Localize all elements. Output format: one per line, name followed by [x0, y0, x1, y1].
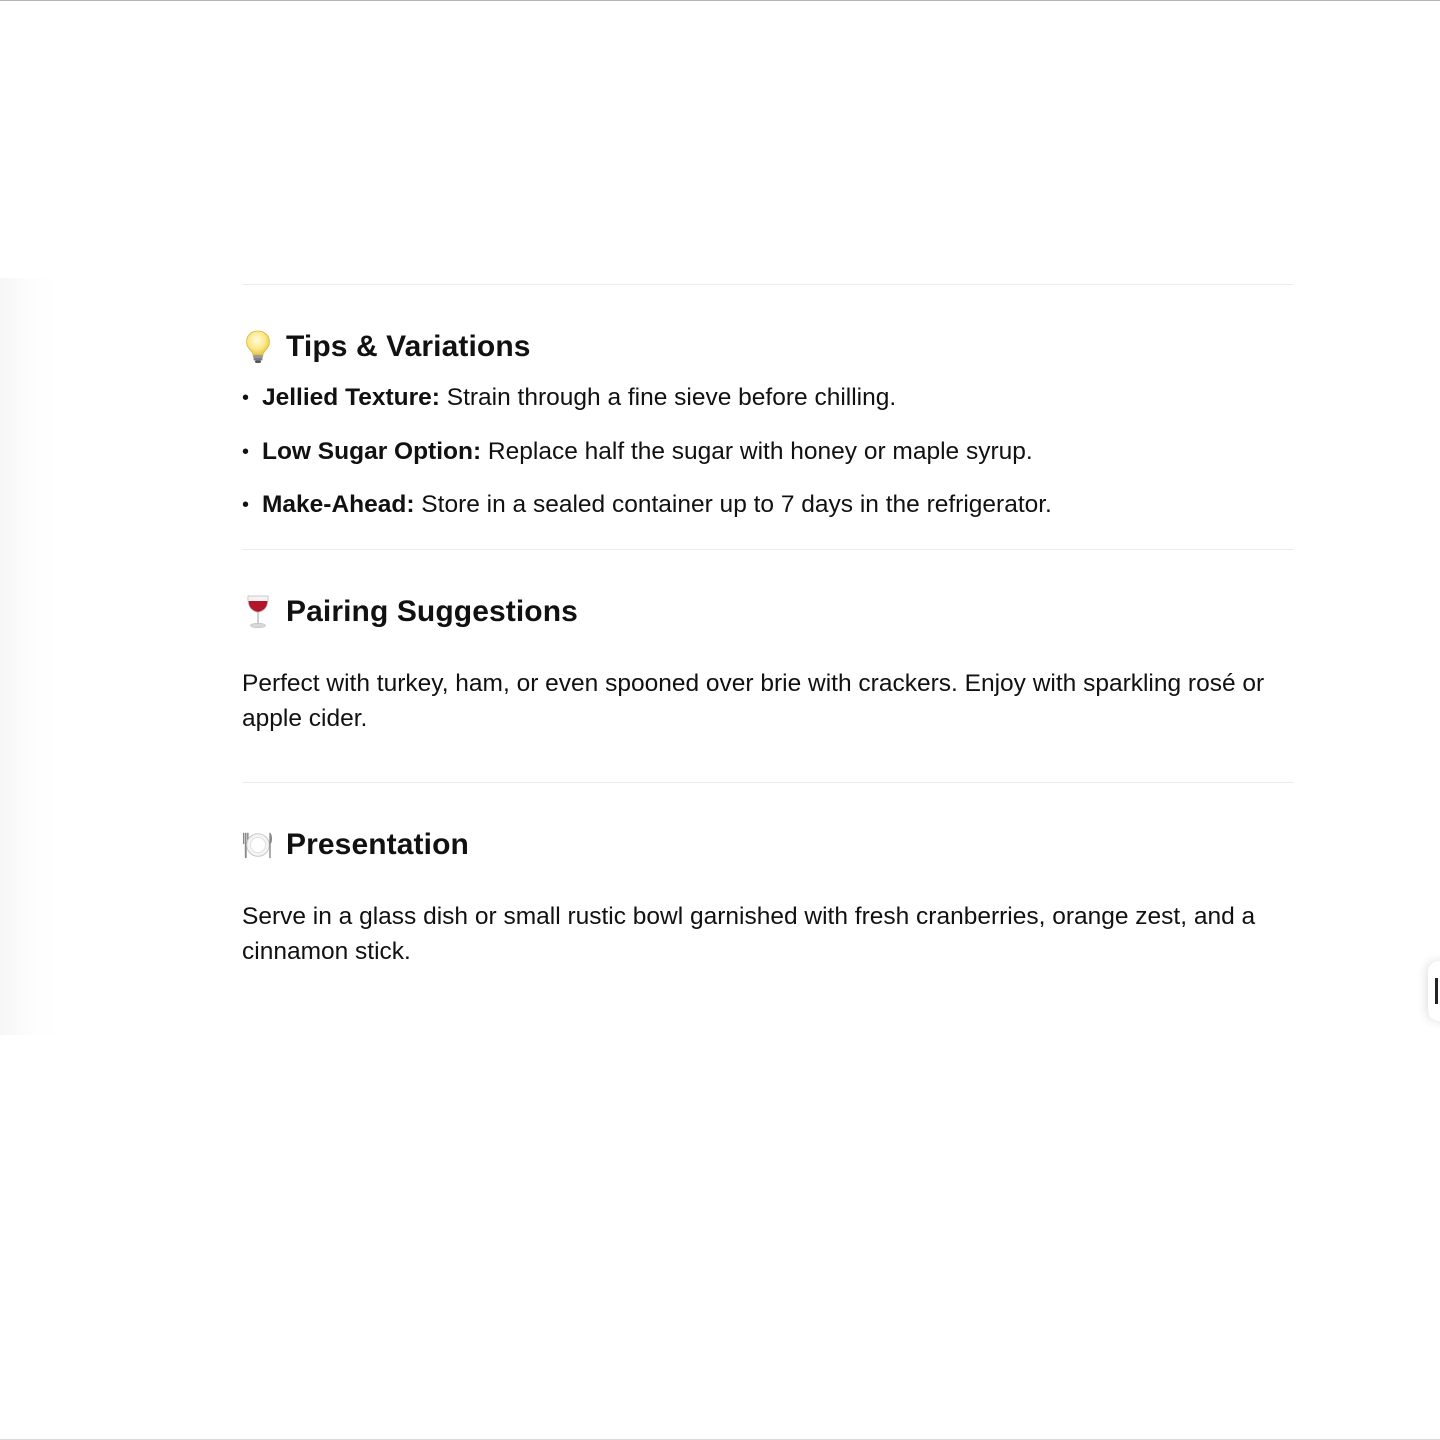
presentation-section	[242, 783, 1293, 969]
tip-text: Store in a sealed container up to 7 days in the refrigerator.	[414, 491, 1052, 518]
presentation-title: Presentation	[286, 828, 469, 861]
list-item	[242, 435, 1293, 469]
tips-list	[242, 381, 1293, 522]
tips-title: Tips & Variations	[286, 330, 531, 363]
list-item	[242, 381, 1293, 415]
side-drawer-handle[interactable]	[1428, 961, 1440, 1021]
tip-text: Replace half the sugar with honey or maple syrup.	[481, 437, 1033, 465]
bullet: •	[242, 440, 250, 463]
tip-term: Jellied Texture:	[262, 384, 440, 411]
tips-section	[242, 285, 1293, 522]
tip-term: Low Sugar Option:	[262, 437, 482, 465]
bullet: •	[242, 387, 250, 409]
tips-heading	[242, 327, 1293, 367]
lightbulb-icon	[242, 329, 274, 365]
plate-cutlery-icon	[242, 827, 274, 863]
grip-icon	[1435, 978, 1440, 1004]
tip-term: Make-Ahead:	[262, 491, 415, 518]
pairing-section	[242, 550, 1293, 736]
recipe-content	[242, 284, 1293, 969]
pairing-title: Pairing Suggestions	[286, 595, 578, 628]
bullet: •	[242, 494, 250, 516]
tip-text: Strain through a fine sieve before chilling.	[439, 384, 897, 411]
presentation-heading	[242, 825, 1293, 865]
wine-glass-icon	[242, 594, 274, 630]
pairing-text: Perfect with turkey, ham, or even spooned over brie with crackers. Enjoy with sparkling rosé or apple cider.	[242, 670, 1265, 732]
list-item	[242, 488, 1293, 522]
presentation-text: Serve in a glass dish or small rustic bowl garnished with fresh cranberries, orange zest, and a cinnamon stick.	[242, 903, 1256, 965]
pairing-heading	[242, 592, 1293, 632]
